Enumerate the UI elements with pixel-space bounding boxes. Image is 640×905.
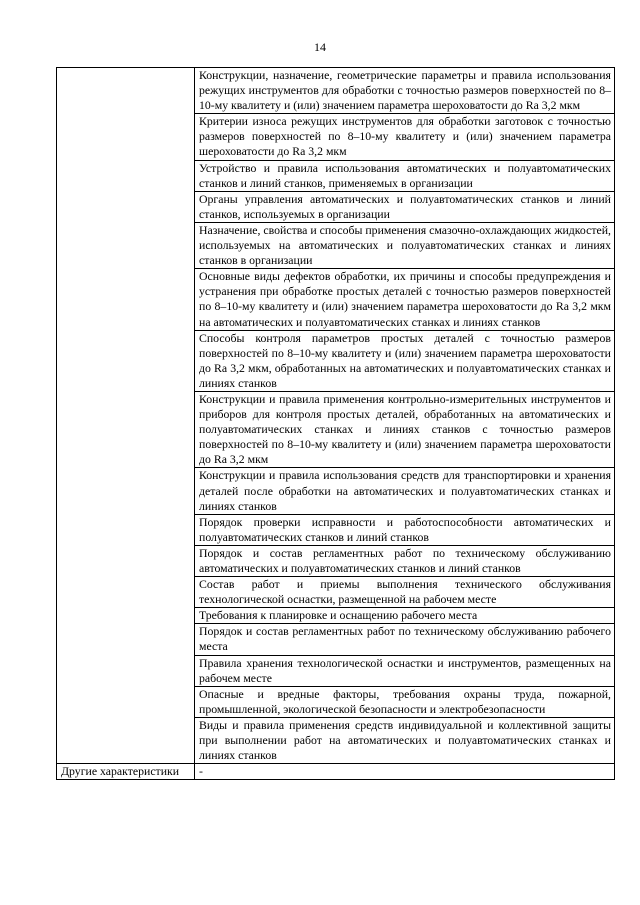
list-item: Опасные и вредные факторы, требования охраны труда, пожарной, промышленной, экологической безопасности и электробезопасности: [195, 686, 614, 717]
list-item: Устройство и правила использования автоматических и полуавтоматических станков и линий станков, применяемых в организации: [195, 160, 614, 191]
list-item: Основные виды дефектов обработки, их причины и способы предупреждения и устранения при обработке простых деталей с точностью размеров поверхностей по 8–10-му квалитету и (или) значением параметра шероховатости до Ra 3,2 мкм на автоматических и полуавтоматических станках и линиях станков: [195, 268, 614, 329]
list-item: Способы контроля параметров простых деталей с точностью размеров поверхностей по 8–10-му квалитету и (или) значением параметра шероховатости до Ra 3,2 мкм, обработанных на автоматических и полуавтоматических станках и линиях станков: [195, 330, 614, 391]
row-label-cell: Другие характеристики: [57, 764, 195, 780]
list-item: Порядок и состав регламентных работ по техническому обслуживанию рабочего места: [195, 623, 614, 654]
list-item: Назначение, свойства и способы применения смазочно-охлаждающих жидкостей, используемых на автоматических и полуавтоматических станках и линиях станков в организации: [195, 222, 614, 268]
list-item: -: [199, 764, 203, 779]
row-content-cell: [195, 68, 615, 764]
list-item: Порядок и состав регламентных работ по техническому обслуживанию автоматических и полуавтоматических станков и линий станков: [195, 545, 614, 576]
list-item: Органы управления автоматических и полуавтоматических станков и линий станков, используемых в организации: [195, 191, 614, 222]
list-item: Состав работ и приемы выполнения технического обслуживания технологической оснастки, размещенной на рабочем месте: [195, 576, 614, 607]
list-item: Конструкции и правила применения контрольно-измерительных инструментов и приборов для контроля простых деталей, обработанных на автоматических и полуавтоматических станках и линиях станков с точностью размеров поверхностей по 8–10-му квалитету и (или) значением параметра шероховатости до Ra 3,2 мкм: [195, 391, 614, 467]
table-row: [57, 68, 615, 764]
table-row: [57, 764, 615, 780]
row-label-cell: [57, 68, 195, 764]
knowledge-table: [56, 67, 615, 780]
list-item: Требования к планировке и оснащению рабочего места: [195, 607, 614, 623]
list-item: Конструкции, назначение, геометрические параметры и правила использования режущих инструментов для обработки с точностью размеров поверхностей по 8–10-му квалитету и (или) значением параметра шероховатости до Ra 3,2 мкм: [199, 68, 611, 113]
list-item: Правила хранения технологической оснастки и инструментов, размещенных на рабочем месте: [195, 655, 614, 686]
list-item: Виды и правила применения средств индивидуальной и коллективной защиты при выполнении работ на автоматических и полуавтоматических станках и линиях станков: [195, 717, 614, 763]
list-item: Конструкции и правила использования средств для транспортировки и хранения деталей после обработки на автоматических и полуавтоматических станках и линиях станков: [195, 467, 614, 513]
list-item: Критерии износа режущих инструментов для обработки заготовок с точностью размеров поверхностей по 8–10-му квалитету и (или) значением параметра шероховатости до Ra 3,2 мкм: [195, 113, 614, 159]
row-content-cell: [195, 764, 615, 780]
list-item: Порядок проверки исправности и работоспособности автоматических и полуавтоматических станков и линий станков: [195, 514, 614, 545]
page-number: 14: [314, 40, 326, 54]
